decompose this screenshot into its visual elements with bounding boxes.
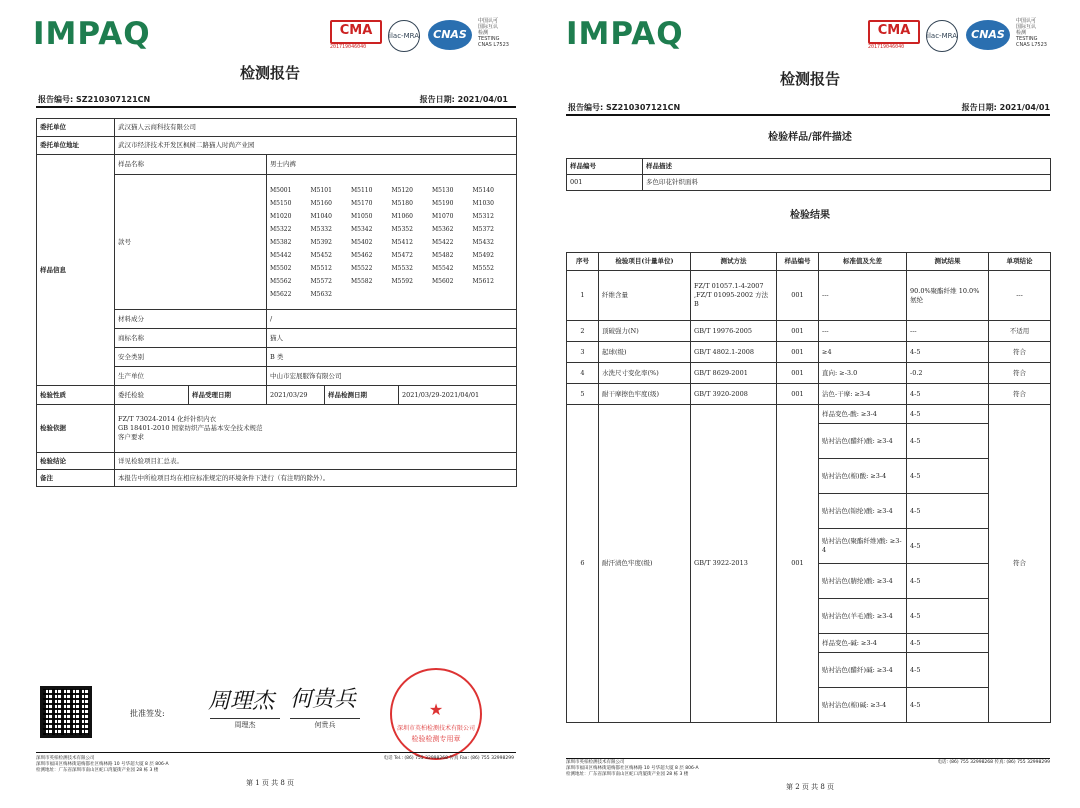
footer-line: 深圳市英柏检测技术有限公司 xyxy=(36,756,95,761)
style-code: M5160 xyxy=(310,199,332,207)
result-table xyxy=(566,252,1051,723)
cell: 001 xyxy=(777,405,819,723)
footer-line: 深圳市英柏检测技术有限公司 xyxy=(566,760,625,765)
testing-line: CNAS L7523 xyxy=(478,42,509,48)
style-codes-cell xyxy=(267,175,517,310)
cell: --- xyxy=(907,321,989,342)
cell: 4-5 xyxy=(907,384,989,405)
report-number xyxy=(38,94,150,105)
basis-cell xyxy=(115,405,517,453)
style-code: M1020 xyxy=(270,212,292,220)
cell: GB/T 4802.1-2008 xyxy=(691,342,777,363)
cell: --- xyxy=(989,271,1051,321)
cell: 符合 xyxy=(989,342,1051,363)
style-code: M5592 xyxy=(391,277,413,285)
style-code: M1030 xyxy=(472,199,494,207)
style-code: M5402 xyxy=(351,238,373,246)
cell: B 类 xyxy=(267,348,517,367)
cell: 符合 xyxy=(989,405,1051,723)
testing-line: 检测 xyxy=(1016,30,1027,36)
footer-tel: 电话: (86) 755 32998268 传真: (86) 755 32998299 xyxy=(937,760,1050,765)
cell: 款号 xyxy=(115,175,267,310)
cell: 4-5 xyxy=(907,405,989,424)
report-date-value: 2021/04/01 xyxy=(457,95,508,104)
cell: 符合 xyxy=(989,384,1051,405)
cell: 耐干摩擦色牢度(级) xyxy=(599,384,691,405)
report-number xyxy=(568,102,680,113)
style-code: M5170 xyxy=(351,199,373,207)
basis-line: 客户要求 xyxy=(118,433,144,441)
cell: 备注 xyxy=(37,470,115,487)
cell: 001 xyxy=(777,321,819,342)
style-code: M5532 xyxy=(391,264,413,272)
style-code: M5382 xyxy=(270,238,292,246)
style-code: M5522 xyxy=(351,264,373,272)
cell: 水洗尺寸变化率(%) xyxy=(599,363,691,384)
style-code: M5190 xyxy=(432,199,454,207)
table-row xyxy=(37,405,517,453)
style-code: M5322 xyxy=(270,225,292,233)
style-code: M5180 xyxy=(391,199,413,207)
style-code: M5572 xyxy=(310,277,332,285)
cnas-logo: CNAS xyxy=(966,20,1010,50)
cell: 4-5 xyxy=(907,494,989,529)
footer-line: 深圳市福田区梅林街道梅都社区梅林路 10 号华超大厦 8 层 806-A xyxy=(36,762,169,767)
stamp-subtitle: 检验检测专用章 xyxy=(411,735,461,743)
cell: 001 xyxy=(777,342,819,363)
ilac-mra-logo: ilac-MRA xyxy=(388,20,420,52)
cell: 序号 xyxy=(567,253,599,271)
cell: 不适用 xyxy=(989,321,1051,342)
table-row xyxy=(37,470,517,487)
cell: 委托单位 xyxy=(37,119,115,137)
testing-line: 中国认可 xyxy=(1016,18,1037,24)
footer-rule xyxy=(36,752,516,753)
cma-logo: CMA xyxy=(330,20,382,44)
table-row xyxy=(567,321,1051,342)
report-title: 检测报告 xyxy=(239,64,300,82)
cell: 样品描述 xyxy=(643,159,1051,175)
cell: 武汉市经济技术开发区枫树二路猫人时尚产业园 xyxy=(115,137,517,155)
results-body xyxy=(567,271,1051,723)
cma-logo: CMA xyxy=(868,20,920,44)
result-section-title: 检验结果 xyxy=(790,210,830,221)
cell: 沾色-干摩: ≥3-4 xyxy=(819,384,907,405)
style-code: M5422 xyxy=(432,238,454,246)
style-code: M5130 xyxy=(432,186,454,194)
cell: 材料成分 xyxy=(115,310,267,329)
cell: 001 xyxy=(777,384,819,405)
style-code: M5582 xyxy=(351,277,373,285)
style-code: M5412 xyxy=(391,238,413,246)
cell: 001 xyxy=(777,271,819,321)
style-code: M5552 xyxy=(472,264,494,272)
cell: -0.2 xyxy=(907,363,989,384)
cell: 检验结论 xyxy=(37,453,115,470)
cell: 4-5 xyxy=(907,529,989,564)
cell: 4-5 xyxy=(907,564,989,599)
table-row xyxy=(37,155,517,175)
sample-section-title: 检验样品/部件描述 xyxy=(768,132,852,143)
cell: 直向: ≥-3.0 xyxy=(819,363,907,384)
style-code: M5392 xyxy=(310,238,332,246)
cell: 4 xyxy=(567,363,599,384)
cell: 001 xyxy=(777,363,819,384)
table-row xyxy=(567,363,1051,384)
report-date-value: 2021/04/01 xyxy=(999,103,1050,112)
cnas-logo: CNAS xyxy=(428,20,472,50)
cell: 2021/03/29 xyxy=(267,386,325,405)
style-code: M5140 xyxy=(472,186,494,194)
cell: 样品编号 xyxy=(567,159,643,175)
report-page-2 xyxy=(540,0,1080,808)
header-rule xyxy=(566,114,1050,116)
style-code: M1070 xyxy=(432,212,454,220)
testing-mark xyxy=(1016,18,1047,48)
cell: 样品检测日期 xyxy=(325,386,399,405)
cell: 耐汗渍色牢度(级) xyxy=(599,405,691,723)
footer-rule xyxy=(566,758,1050,759)
cell: 测试结果 xyxy=(907,253,989,271)
cell: ≥4 xyxy=(819,342,907,363)
style-code: M5432 xyxy=(472,238,494,246)
cell: 4-5 xyxy=(907,424,989,459)
cell: 委托检验 xyxy=(115,386,189,405)
style-code: M5120 xyxy=(391,186,413,194)
cell: 样品名称 xyxy=(115,155,267,175)
cell: 样品变色-酸: ≥3-4 xyxy=(819,405,907,424)
style-code: M5492 xyxy=(472,251,494,259)
signer-2-name: 何贵兵 xyxy=(290,718,360,730)
cell: GB/T 8629-2001 xyxy=(691,363,777,384)
cell: 猫人 xyxy=(267,329,517,348)
cell: 贴衬沾色(羊毛)酸: ≥3-4 xyxy=(819,599,907,634)
testing-line: 国际互认 xyxy=(1016,24,1037,30)
report-number-label: 报告编号: xyxy=(38,95,74,104)
style-code: M5612 xyxy=(472,277,494,285)
table-row xyxy=(37,386,517,405)
cell: 起球(级) xyxy=(599,342,691,363)
table-row xyxy=(37,137,517,155)
style-code: M1060 xyxy=(391,212,413,220)
cell: 1 xyxy=(567,271,599,321)
style-code: M5562 xyxy=(270,277,292,285)
cell: 4-5 xyxy=(907,599,989,634)
report-date xyxy=(420,94,508,105)
signature-2: 何贵兵 xyxy=(290,687,357,712)
cell: 4-5 xyxy=(907,634,989,653)
cma-mark xyxy=(330,20,382,50)
report-number-value: SZ210307121CN xyxy=(606,103,681,112)
style-code: M5001 xyxy=(270,186,292,194)
style-code: M5332 xyxy=(310,225,332,233)
style-code: M5101 xyxy=(310,186,332,194)
testing-line: 检测 xyxy=(478,30,489,36)
impaq-logo: IMPAQ xyxy=(566,16,684,52)
style-code: M5632 xyxy=(310,290,332,298)
style-code: M1050 xyxy=(351,212,373,220)
basis-line: FZ/T 73024-2014 化纤针织内衣 xyxy=(118,415,217,423)
cell: 多色印花针织面料 xyxy=(643,175,1051,191)
cell: GB/T 19976-2005 xyxy=(691,321,777,342)
sample-desc-table xyxy=(566,158,1051,191)
cell: 2021/03/29-2021/04/01 xyxy=(399,386,517,405)
style-code: M5622 xyxy=(270,290,292,298)
style-code: M5352 xyxy=(391,225,413,233)
cma-number: 201719046040 xyxy=(330,44,367,50)
style-codes xyxy=(270,186,513,299)
cell: 6 xyxy=(567,405,599,723)
impaq-logo: IMPAQ xyxy=(33,16,151,52)
report-title: 检测报告 xyxy=(779,70,840,88)
footer-address xyxy=(36,756,169,774)
cell: 2 xyxy=(567,321,599,342)
report-date xyxy=(962,102,1050,113)
signer-1-name: 周理杰 xyxy=(210,718,280,730)
footer-line: 检测地址：广东省深圳市南山区蛇口湾厦街产业园 28 栋 3 楼 xyxy=(36,768,159,773)
cell: 样品受理日期 xyxy=(189,386,267,405)
footer-line: 深圳市福田区梅林街道梅都社区梅林路 10 号华超大厦 8 层 806-A xyxy=(566,766,699,771)
cell: 贴衬沾色(聚酯纤维)酸: ≥3-4 xyxy=(819,529,907,564)
page-number: 第 2 页 共 8 页 xyxy=(785,783,835,791)
cell: 贴衬沾色(棉)碱: ≥3-4 xyxy=(819,688,907,723)
style-code: M5362 xyxy=(432,225,454,233)
table-row xyxy=(567,175,1051,191)
style-code: M5472 xyxy=(391,251,413,259)
cell: 生产单位 xyxy=(115,367,267,386)
testing-line: TESTING xyxy=(1016,36,1038,42)
page-number: 第 1 页 共 8 页 xyxy=(245,779,295,787)
cell: 样品信息 xyxy=(37,155,115,386)
cell: GB/T 3922-2013 xyxy=(691,405,777,723)
official-stamp xyxy=(390,668,482,760)
cell: GB/T 3920-2008 xyxy=(691,384,777,405)
table-row xyxy=(37,119,517,137)
star-icon: ★ xyxy=(428,700,444,719)
cell: 贴衬沾色(醋纤)碱: ≥3-4 xyxy=(819,653,907,688)
style-code: M1040 xyxy=(310,212,332,220)
table-row xyxy=(567,159,1051,175)
testing-line: CNAS L7523 xyxy=(1016,42,1047,48)
cma-number: 201719046040 xyxy=(868,44,905,50)
table-row xyxy=(567,342,1051,363)
cell: 4-5 xyxy=(907,688,989,723)
approve-label: 批准签发: xyxy=(130,709,165,718)
table-row xyxy=(567,253,1051,271)
table-row xyxy=(567,405,1051,424)
cell: 4-5 xyxy=(907,653,989,688)
style-code: M5372 xyxy=(472,225,494,233)
style-code: M5452 xyxy=(310,251,332,259)
cell: 贴衬沾色(锦纶)酸: ≥3-4 xyxy=(819,494,907,529)
cell: 4-5 xyxy=(907,342,989,363)
footer-tel: 电话 Tel.: (86) 755 32998268 传真 Fax: (86) 755 32998299 xyxy=(383,756,514,761)
cell: 委托单位地址 xyxy=(37,137,115,155)
cell: / xyxy=(267,310,517,329)
style-code: M5502 xyxy=(270,264,292,272)
footer-line: 检测地址：广东省深圳市南山区蛇口湾厦街产业园 28 栋 3 楼 xyxy=(566,772,689,777)
cell: 贴衬沾色(醋纤)酸: ≥3-4 xyxy=(819,424,907,459)
report-number-value: SZ210307121CN xyxy=(76,95,151,104)
table-row xyxy=(567,271,1051,321)
cell: 检验性质 xyxy=(37,386,115,405)
testing-line: 中国认可 xyxy=(478,18,499,24)
cma-mark xyxy=(868,20,920,50)
style-code: M5442 xyxy=(270,251,292,259)
cell: 贴衬沾色(棉)酸: ≥3-4 xyxy=(819,459,907,494)
qr-code xyxy=(40,686,92,738)
cell: 样品变色-碱: ≥3-4 xyxy=(819,634,907,653)
cell: 001 xyxy=(567,175,643,191)
cell: FZ/T 01057.1-4-2007 ,FZ/T 01095-2002 方法 B xyxy=(691,271,777,321)
cell: 详见检验项目汇总表。 xyxy=(115,453,517,470)
cell: 顶破强力(N) xyxy=(599,321,691,342)
style-code: M5150 xyxy=(270,199,292,207)
cell: 测试方法 xyxy=(691,253,777,271)
testing-line: TESTING xyxy=(478,36,500,42)
cell: 纤维含量 xyxy=(599,271,691,321)
cell: 武汉猫人云商科技有限公司 xyxy=(115,119,517,137)
testing-line: 国际互认 xyxy=(478,24,499,30)
cell: 贴衬沾色(腈纶)酸: ≥3-4 xyxy=(819,564,907,599)
report-number-label: 报告编号: xyxy=(568,103,604,112)
style-code: M5110 xyxy=(351,186,373,194)
table-row xyxy=(567,384,1051,405)
cell: 3 xyxy=(567,342,599,363)
cell: 单项结论 xyxy=(989,253,1051,271)
cell: --- xyxy=(819,321,907,342)
cell: 标准值及允差 xyxy=(819,253,907,271)
testing-mark xyxy=(478,18,509,48)
cell: 检验依据 xyxy=(37,405,115,453)
cell: 检验项目(计量单位) xyxy=(599,253,691,271)
style-code: M5482 xyxy=(432,251,454,259)
stamp-title: 深圳市英柏检测技术有限公司 xyxy=(396,725,475,732)
report-date-label: 报告日期: xyxy=(419,95,455,104)
cell: 样品编号 xyxy=(777,253,819,271)
style-code: M5512 xyxy=(310,264,332,272)
style-code: M5542 xyxy=(432,264,454,272)
header-rule xyxy=(36,106,516,108)
report-date-label: 报告日期: xyxy=(961,103,997,112)
footer-address xyxy=(566,760,699,778)
cell: 90.0%聚酯纤维 10.0%氨纶 xyxy=(907,271,989,321)
style-code: M5342 xyxy=(351,225,373,233)
sample-info-table xyxy=(36,118,517,487)
style-code: M5312 xyxy=(472,212,494,220)
cell: 中山市宏展服饰有限公司 xyxy=(267,367,517,386)
ilac-mra-logo: ilac-MRA xyxy=(926,20,958,52)
cell: 安全类别 xyxy=(115,348,267,367)
signature-1: 周理杰 xyxy=(208,689,275,714)
basis-line: GB 18401-2010 国家纺织产品基本安全技术规范 xyxy=(118,424,263,432)
cell: 符合 xyxy=(989,363,1051,384)
table-row xyxy=(37,453,517,470)
style-code: M5462 xyxy=(351,251,373,259)
cell: --- xyxy=(819,271,907,321)
cell: 4-5 xyxy=(907,459,989,494)
cell: 男士内裤 xyxy=(267,155,517,175)
cell: 本报告中所检项目均在相应标准规定的环境条件下进行（有注明的除外）。 xyxy=(115,470,517,487)
style-code: M5602 xyxy=(432,277,454,285)
cell: 商标名称 xyxy=(115,329,267,348)
cell: 5 xyxy=(567,384,599,405)
